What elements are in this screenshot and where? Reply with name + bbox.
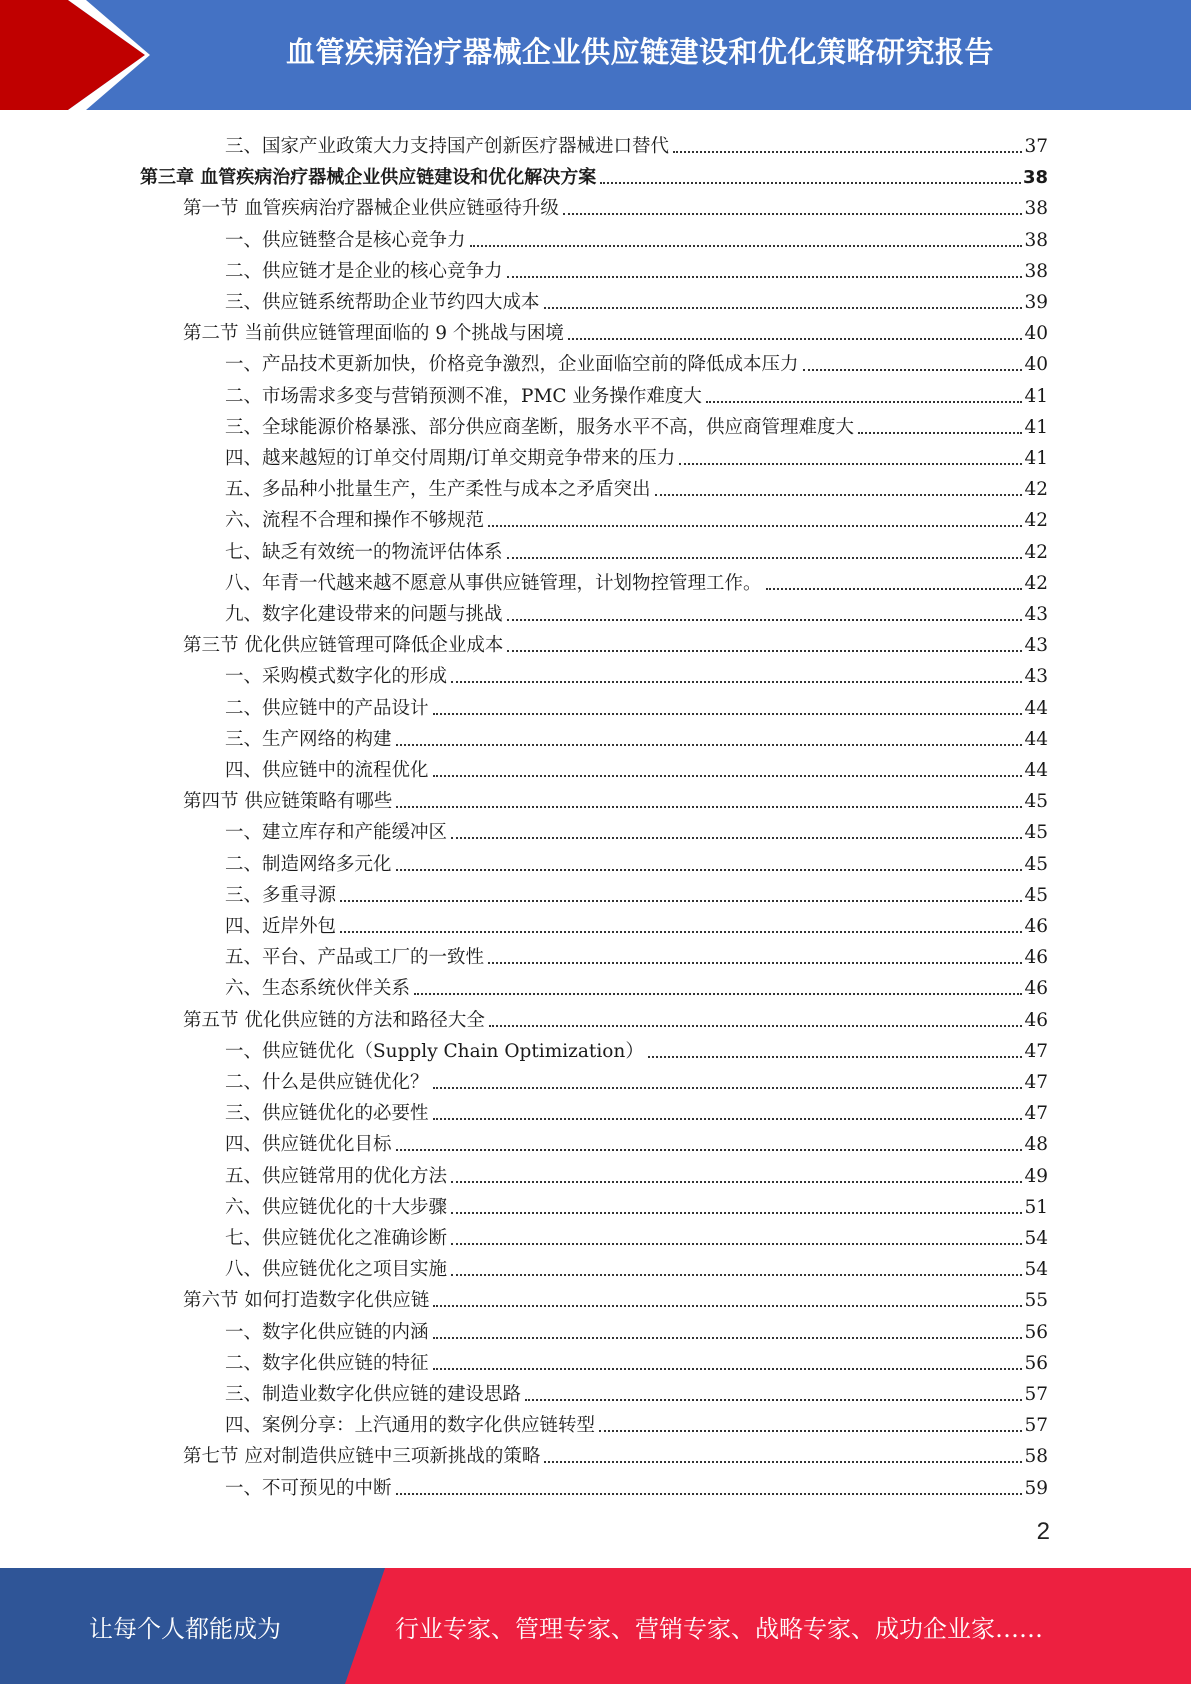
- toc-dot-leader: [507, 557, 1023, 559]
- toc-dot-leader: [396, 1149, 1023, 1151]
- toc-entry-item[interactable]: [225, 1250, 1048, 1281]
- toc-entry-item[interactable]: [225, 127, 1048, 158]
- toc-entry-title: 五、供应链常用的优化方法: [225, 1166, 448, 1187]
- toc-entry-title: 六、生态系统伙伴关系: [225, 978, 411, 999]
- toc-dot-leader: [451, 681, 1022, 683]
- toc-entry-page: 43: [1024, 635, 1048, 656]
- toc-entry-title: 四、供应链中的流程优化: [225, 760, 429, 781]
- toc-entry-item[interactable]: [225, 1063, 1048, 1094]
- toc-entry-page: 42: [1024, 479, 1048, 500]
- toc-entry-page: 46: [1024, 916, 1048, 937]
- toc-entry-page: 49: [1024, 1166, 1048, 1187]
- toc-dot-leader: [489, 1025, 1023, 1027]
- toc-entry-page: 42: [1024, 510, 1048, 531]
- toc-entry-title: 四、供应链优化目标: [225, 1134, 392, 1155]
- toc-entry-title: 二、市场需求多变与营销预测不准，PMC 业务操作难度大: [225, 386, 702, 407]
- toc-entry-page: 42: [1024, 542, 1048, 563]
- toc-entry-item[interactable]: [225, 720, 1048, 751]
- toc-entry-item[interactable]: [225, 1469, 1048, 1500]
- toc-entry-title: 七、供应链优化之准确诊断: [225, 1228, 448, 1249]
- toc-entry-page: 44: [1024, 729, 1048, 750]
- toc-entry-title: 一、产品技术更新加快，价格竞争激烈，企业面临空前的降低成本压力: [225, 354, 799, 375]
- toc-entry-title: 一、数字化供应链的内涵: [225, 1322, 429, 1343]
- toc-entry-page: 43: [1024, 604, 1048, 625]
- toc-entry-item[interactable]: [225, 969, 1048, 1000]
- toc-entry-page: 46: [1024, 1010, 1048, 1031]
- toc-dot-leader: [858, 432, 1022, 434]
- toc-dot-leader: [414, 993, 1022, 995]
- toc-dot-leader: [544, 307, 1023, 309]
- toc-dot-leader: [451, 1181, 1022, 1183]
- toc-entry-page: 41: [1024, 386, 1048, 407]
- toc-entry-title: 三、供应链系统帮助企业节约四大成本: [225, 292, 540, 313]
- toc-entry-item[interactable]: [225, 938, 1048, 969]
- toc-entry-page: 45: [1024, 822, 1048, 843]
- toc-entry-title: 第六节 如何打造数字化供应链: [183, 1290, 430, 1311]
- toc-entry-title: 第三章 血管疾病治疗器械企业供应链建设和优化解决方案: [140, 167, 597, 188]
- toc-dot-leader: [679, 463, 1022, 465]
- page-number: 2: [1036, 1518, 1050, 1545]
- toc-entry-title: 六、流程不合理和操作不够规范: [225, 510, 485, 531]
- toc-entry-title: 二、供应链才是企业的核心竞争力: [225, 261, 503, 282]
- toc-entry-page: 47: [1024, 1072, 1048, 1093]
- toc-entry-item[interactable]: [225, 1219, 1048, 1250]
- toc-entry-item[interactable]: [225, 876, 1048, 907]
- toc-dot-leader: [525, 1399, 1022, 1401]
- footer-slogan-right: 行业专家、管理专家、营销专家、战略专家、成功企业家……: [395, 1614, 1043, 1643]
- toc-entry-page: 57: [1024, 1384, 1048, 1405]
- toc-dot-leader: [396, 806, 1022, 808]
- toc-entry-title: 一、采购模式数字化的形成: [225, 666, 448, 687]
- toc-entry-page: 45: [1024, 791, 1048, 812]
- toc-dot-leader: [470, 245, 1023, 247]
- toc-dot-leader: [451, 837, 1022, 839]
- toc-dot-leader: [433, 1305, 1022, 1307]
- footer-slogan-left: 让每个人都能成为: [89, 1614, 281, 1643]
- toc-entry-page: 58: [1024, 1446, 1048, 1467]
- toc-dot-leader: [340, 900, 1022, 902]
- toc-entry-title: 三、多重寻源: [225, 885, 337, 906]
- toc-entry-section[interactable]: [183, 314, 1048, 345]
- toc-entry-item[interactable]: [225, 907, 1048, 938]
- toc-entry-item[interactable]: [225, 533, 1048, 564]
- toc-entry-section[interactable]: [183, 626, 1048, 657]
- toc-entry-page: 54: [1024, 1228, 1048, 1249]
- toc-dot-leader: [507, 650, 1022, 652]
- toc-dot-leader: [706, 401, 1023, 403]
- toc-entry-page: 56: [1024, 1322, 1048, 1343]
- toc-entry-page: 59: [1024, 1478, 1048, 1499]
- toc-entry-title: 一、供应链优化（Supply Chain Optimization）: [225, 1041, 644, 1062]
- toc-dot-leader: [507, 276, 1023, 278]
- page-footer: [0, 1568, 1191, 1684]
- toc-entry-item[interactable]: [225, 564, 1048, 595]
- toc-entry-item[interactable]: [225, 408, 1048, 439]
- toc-entry-page: 47: [1024, 1041, 1048, 1062]
- toc-dot-leader: [803, 369, 1023, 371]
- toc-entry-item[interactable]: [225, 1188, 1048, 1219]
- toc-dot-leader: [433, 1337, 1023, 1339]
- toc-dot-leader: [433, 1118, 1023, 1120]
- toc-dot-leader: [451, 1243, 1022, 1245]
- toc-entry-title: 一、建立库存和产能缓冲区: [225, 822, 448, 843]
- toc-dot-leader: [563, 213, 1023, 215]
- toc-dot-leader: [396, 744, 1023, 746]
- toc-entry-item[interactable]: [225, 377, 1048, 408]
- toc-entry-page: 42: [1024, 573, 1048, 594]
- toc-entry-title: 一、不可预见的中断: [225, 1478, 392, 1499]
- toc-entry-item[interactable]: [225, 1375, 1048, 1406]
- toc-dot-leader: [340, 931, 1022, 933]
- toc-entry-item[interactable]: [225, 1344, 1048, 1375]
- report-title: 血管疾病治疗器械企业供应链建设和优化策略研究报告: [285, 34, 994, 69]
- toc-dot-leader: [507, 619, 1023, 621]
- toc-entry-item[interactable]: [225, 751, 1048, 782]
- toc-entry-page: 44: [1024, 698, 1048, 719]
- toc-entry-page: 45: [1024, 885, 1048, 906]
- toc-dot-leader: [433, 1087, 1023, 1089]
- toc-entry-item[interactable]: [225, 1406, 1048, 1437]
- toc-entry-item[interactable]: [225, 813, 1048, 844]
- toc-entry-title: 三、生产网络的构建: [225, 729, 392, 750]
- toc-entry-item[interactable]: [225, 595, 1048, 626]
- toc-dot-leader: [599, 1430, 1022, 1432]
- toc-dot-leader: [396, 1493, 1023, 1495]
- toc-entry-title: 第二节 当前供应链管理面临的 9 个挑战与困境: [183, 323, 564, 344]
- toc-entry-item[interactable]: [225, 1313, 1048, 1344]
- toc-entry-item[interactable]: [225, 1094, 1048, 1125]
- toc-entry-title: 第五节 优化供应链的方法和路径大全: [183, 1010, 485, 1031]
- report-header: [0, 0, 1191, 110]
- toc-entry-title: 五、多品种小批量生产，生产柔性与成本之矛盾突出: [225, 479, 651, 500]
- toc-entry-item[interactable]: [225, 1125, 1048, 1156]
- toc-dot-leader: [655, 494, 1023, 496]
- toc-entry-title: 四、案例分享：上汽通用的数字化供应链转型: [225, 1415, 596, 1436]
- toc-dot-leader: [648, 1056, 1023, 1058]
- toc-entry-title: 三、全球能源价格暴涨、部分供应商垄断，服务水平不高，供应商管理难度大: [225, 417, 855, 438]
- toc-entry-page: 43: [1024, 666, 1048, 687]
- toc-dot-leader: [433, 1368, 1023, 1370]
- toc-entry-section[interactable]: [183, 189, 1048, 220]
- toc-dot-leader: [451, 1212, 1022, 1214]
- toc-entry-item[interactable]: [225, 1157, 1048, 1188]
- toc-entry-page: 48: [1024, 1134, 1048, 1155]
- toc-entry-title: 二、数字化供应链的特征: [225, 1353, 429, 1374]
- toc-entry-chapter[interactable]: [140, 158, 1048, 189]
- toc-entry-page: 38: [1022, 167, 1048, 188]
- toc-entry-item[interactable]: [225, 345, 1048, 376]
- toc-entry-page: 40: [1024, 323, 1048, 344]
- toc-entry-title: 四、越来越短的订单交付周期/订单交期竞争带来的压力: [225, 448, 676, 469]
- toc-entry-page: 39: [1024, 292, 1048, 313]
- toc-entry-title: 二、什么是供应链优化？: [225, 1072, 429, 1093]
- toc-entry-page: 51: [1024, 1197, 1048, 1218]
- toc-entry-item[interactable]: [225, 221, 1048, 252]
- toc-entry-title: 八、年青一代越来越不愿意从事供应链管理，计划物控管理工作。: [225, 573, 762, 594]
- header-arrow-decoration: [0, 0, 150, 110]
- toc-entry-page: 46: [1024, 947, 1048, 968]
- toc-entry-page: 41: [1024, 448, 1048, 469]
- toc-entry-page: 40: [1024, 354, 1048, 375]
- toc-entry-page: 41: [1024, 417, 1048, 438]
- toc-entry-item[interactable]: [225, 501, 1048, 532]
- toc-entry-page: 45: [1024, 854, 1048, 875]
- toc-entry-page: 37: [1024, 136, 1048, 157]
- toc-dot-leader: [451, 1274, 1022, 1276]
- toc-dot-leader: [488, 525, 1022, 527]
- toc-entry-section[interactable]: [183, 1001, 1048, 1032]
- toc-entry-item[interactable]: [225, 252, 1048, 283]
- toc-dot-leader: [600, 182, 1021, 184]
- toc-entry-title: 第三节 优化供应链管理可降低企业成本: [183, 635, 504, 656]
- toc-entry-title: 二、制造网络多元化: [225, 854, 392, 875]
- toc-entry-title: 三、制造业数字化供应链的建设思路: [225, 1384, 522, 1405]
- toc-entry-title: 第七节 应对制造供应链中三项新挑战的策略: [183, 1446, 541, 1467]
- toc-dot-leader: [433, 713, 1023, 715]
- toc-entry-page: 38: [1024, 261, 1048, 282]
- toc-entry-page: 56: [1024, 1353, 1048, 1374]
- toc-entry-page: 46: [1024, 978, 1048, 999]
- toc-entry-title: 二、供应链中的产品设计: [225, 698, 429, 719]
- toc-entry-item[interactable]: [225, 283, 1048, 314]
- toc-entry-section[interactable]: [183, 1437, 1048, 1468]
- toc-dot-leader: [766, 588, 1023, 590]
- toc-entry-page: 54: [1024, 1259, 1048, 1280]
- toc-entry-title: 九、数字化建设带来的问题与挑战: [225, 604, 503, 625]
- toc-entry-section[interactable]: [183, 1281, 1048, 1312]
- toc-dot-leader: [396, 869, 1023, 871]
- toc-entry-title: 七、缺乏有效统一的物流评估体系: [225, 542, 503, 563]
- toc-entry-title: 第四节 供应链策略有哪些: [183, 791, 393, 812]
- toc-entry-page: 55: [1024, 1290, 1048, 1311]
- toc-entry-page: 38: [1024, 230, 1048, 251]
- toc-dot-leader: [544, 1461, 1022, 1463]
- toc-entry-item[interactable]: [225, 689, 1048, 720]
- toc-entry-item[interactable]: [225, 1032, 1048, 1063]
- toc-dot-leader: [488, 962, 1022, 964]
- toc-entry-item[interactable]: [225, 657, 1048, 688]
- toc-dot-leader: [673, 151, 1022, 153]
- toc-entry-page: 57: [1024, 1415, 1048, 1436]
- toc-entry-title: 六、供应链优化的十大步骤: [225, 1197, 448, 1218]
- toc-entry-page: 44: [1024, 760, 1048, 781]
- toc-entry-title: 八、供应链优化之项目实施: [225, 1259, 448, 1280]
- toc-entry-title: 五、平台、产品或工厂的一致性: [225, 947, 485, 968]
- toc-dot-leader: [433, 775, 1023, 777]
- toc-entry-title: 第一节 血管疾病治疗器械企业供应链亟待升级: [183, 198, 559, 219]
- toc-entry-item[interactable]: [225, 845, 1048, 876]
- toc-entry-page: 47: [1024, 1103, 1048, 1124]
- toc-entry-title: 一、供应链整合是核心竞争力: [225, 230, 466, 251]
- toc-entry-page: 38: [1024, 198, 1048, 219]
- toc-dot-leader: [568, 338, 1023, 340]
- toc-entry-title: 三、供应链优化的必要性: [225, 1103, 429, 1124]
- toc-entry-section[interactable]: [183, 782, 1048, 813]
- toc-entry-title: 三、国家产业政策大力支持国产创新医疗器械进口替代: [225, 136, 670, 157]
- toc-entry-title: 四、近岸外包: [225, 916, 337, 937]
- toc-entry-item[interactable]: [225, 470, 1048, 501]
- toc-entry-item[interactable]: [225, 439, 1048, 470]
